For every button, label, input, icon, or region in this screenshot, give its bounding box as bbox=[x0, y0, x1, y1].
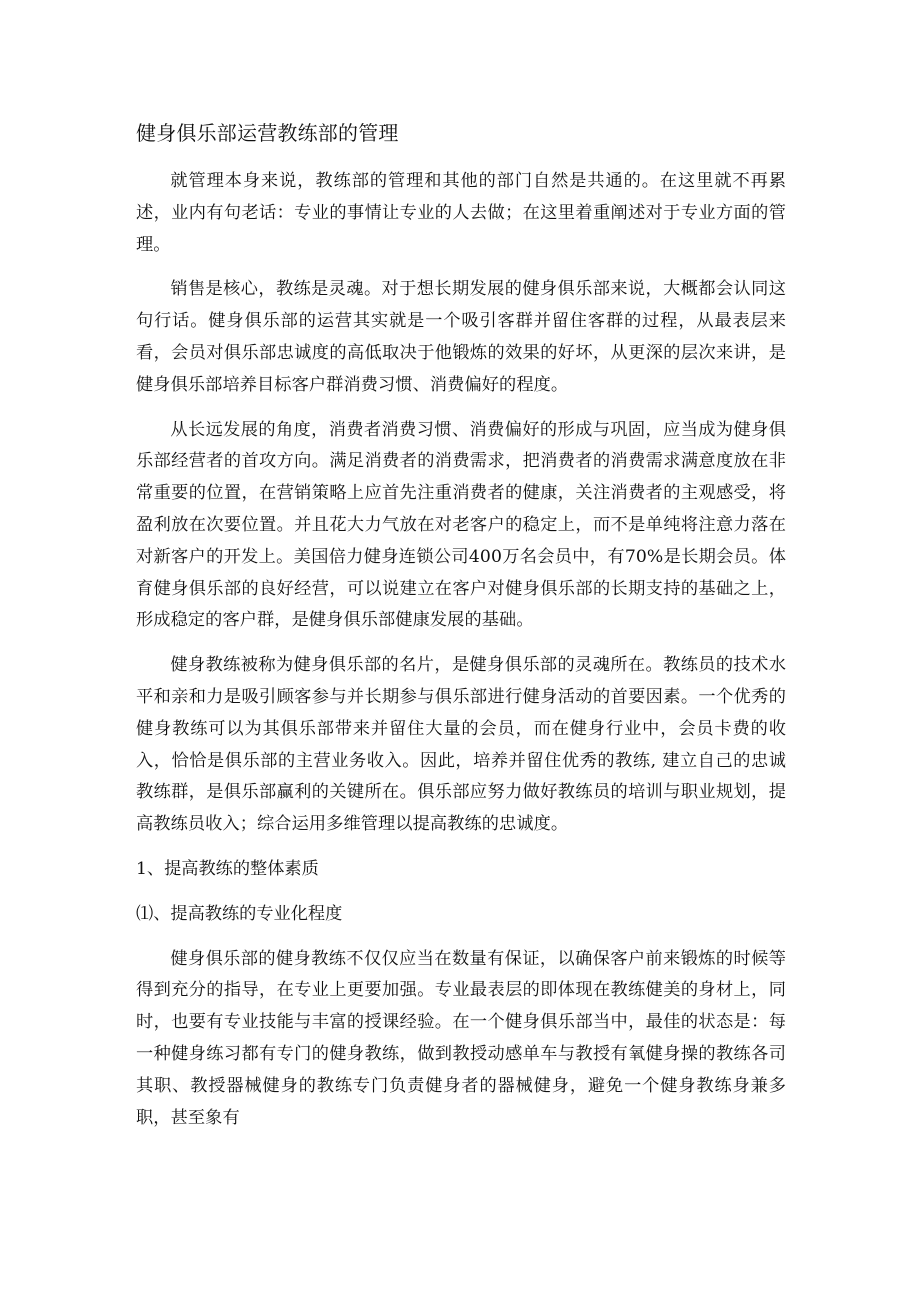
paragraph-sales-core: 销售是核心，教练是灵魂。对于想长期发展的健身俱乐部来说，大概都会认同这句行话。健身俱乐部的运营其实就是一个吸引客群并留住客群的过程，从最表层来看，会员对俱乐部忠诚度的高低取决于他锻炼的效果的好坏，从更深的层次来讲，是健身俱乐部培养目标客户群消费习惯、消费偏好的程度。 bbox=[136, 279, 786, 395]
paragraph-professionalism: 健身俱乐部的健身教练不仅仅应当在数量有保证，以确保客户前来锻炼的时候等得到充分的指导，在专业上更要加强。专业最表层的即体现在教练健美的身材上，同时，也要有专业技能与丰富的授课经验。在一个健身俱乐部当中，最佳的状态是：每一种健身练习都有专门的健身教练，做到教授动感单车与教授有氧健身操的教练各司其职、教授器械健身的教练专门负责健身者的器械健身，避免一个健身教练身兼多职，甚至象有 bbox=[136, 948, 786, 1128]
paragraph-intro: 就管理本身来说，教练部的管理和其他的部门自然是共通的。在这里就不再累述，业内有句老话：专业的事情让专业的人去做；在这里着重阐述对于专业方面的管理。 bbox=[136, 171, 786, 255]
document-title: 健身俱乐部运营教练部的管理 bbox=[136, 121, 399, 145]
paragraph-long-term: 从长远发展的角度，消费者消费习惯、消费偏好的形成与巩固，应当成为健身俱乐部经营者的首攻方向。满足消费者的消费需求，把消费者的消费需求满意度放在非常重要的位置，在营销策略上应首先注重消费者的健康，关注消费者的主观感受，将盈利放在次要位置。并且花大力气放在对老客户的稳定上，而不是单纯将注意力落在对新客户的开发上。美国倍力健身连锁公司400万名会员中，有70%是长期会员。体育健身俱乐部的良好经营，可以说建立在客户对健身俱乐部的长期支持的基础之上，形成稳定的客户群，是健身俱乐部健康发展的基础。 bbox=[136, 419, 786, 631]
subsection-heading: ⑴、提高教练的专业化程度 bbox=[136, 903, 343, 924]
section-heading: 1、提高教练的整体素质 bbox=[136, 858, 319, 879]
document-body bbox=[136, 118, 786, 1147]
paragraph-coach-soul: 健身教练被称为健身俱乐部的名片，是健身俱乐部的灵魂所在。教练员的技术水平和亲和力是吸引顾客参与并长期参与俱乐部进行健身活动的首要因素。一个优秀的健身教练可以为其俱乐部带来并留住大量的会员，而在健身行业中，会员卡费的收入，恰恰是俱乐部的主营业务收入。因此，培养并留住优秀的教练, 建立自己的忠诚教练群，是俱乐部赢利的关键所在。俱乐部应努力做好教练员的培训与职业规划，提高教练员收入；综合运用多维管理以提高教练的忠诚度。 bbox=[136, 655, 786, 835]
